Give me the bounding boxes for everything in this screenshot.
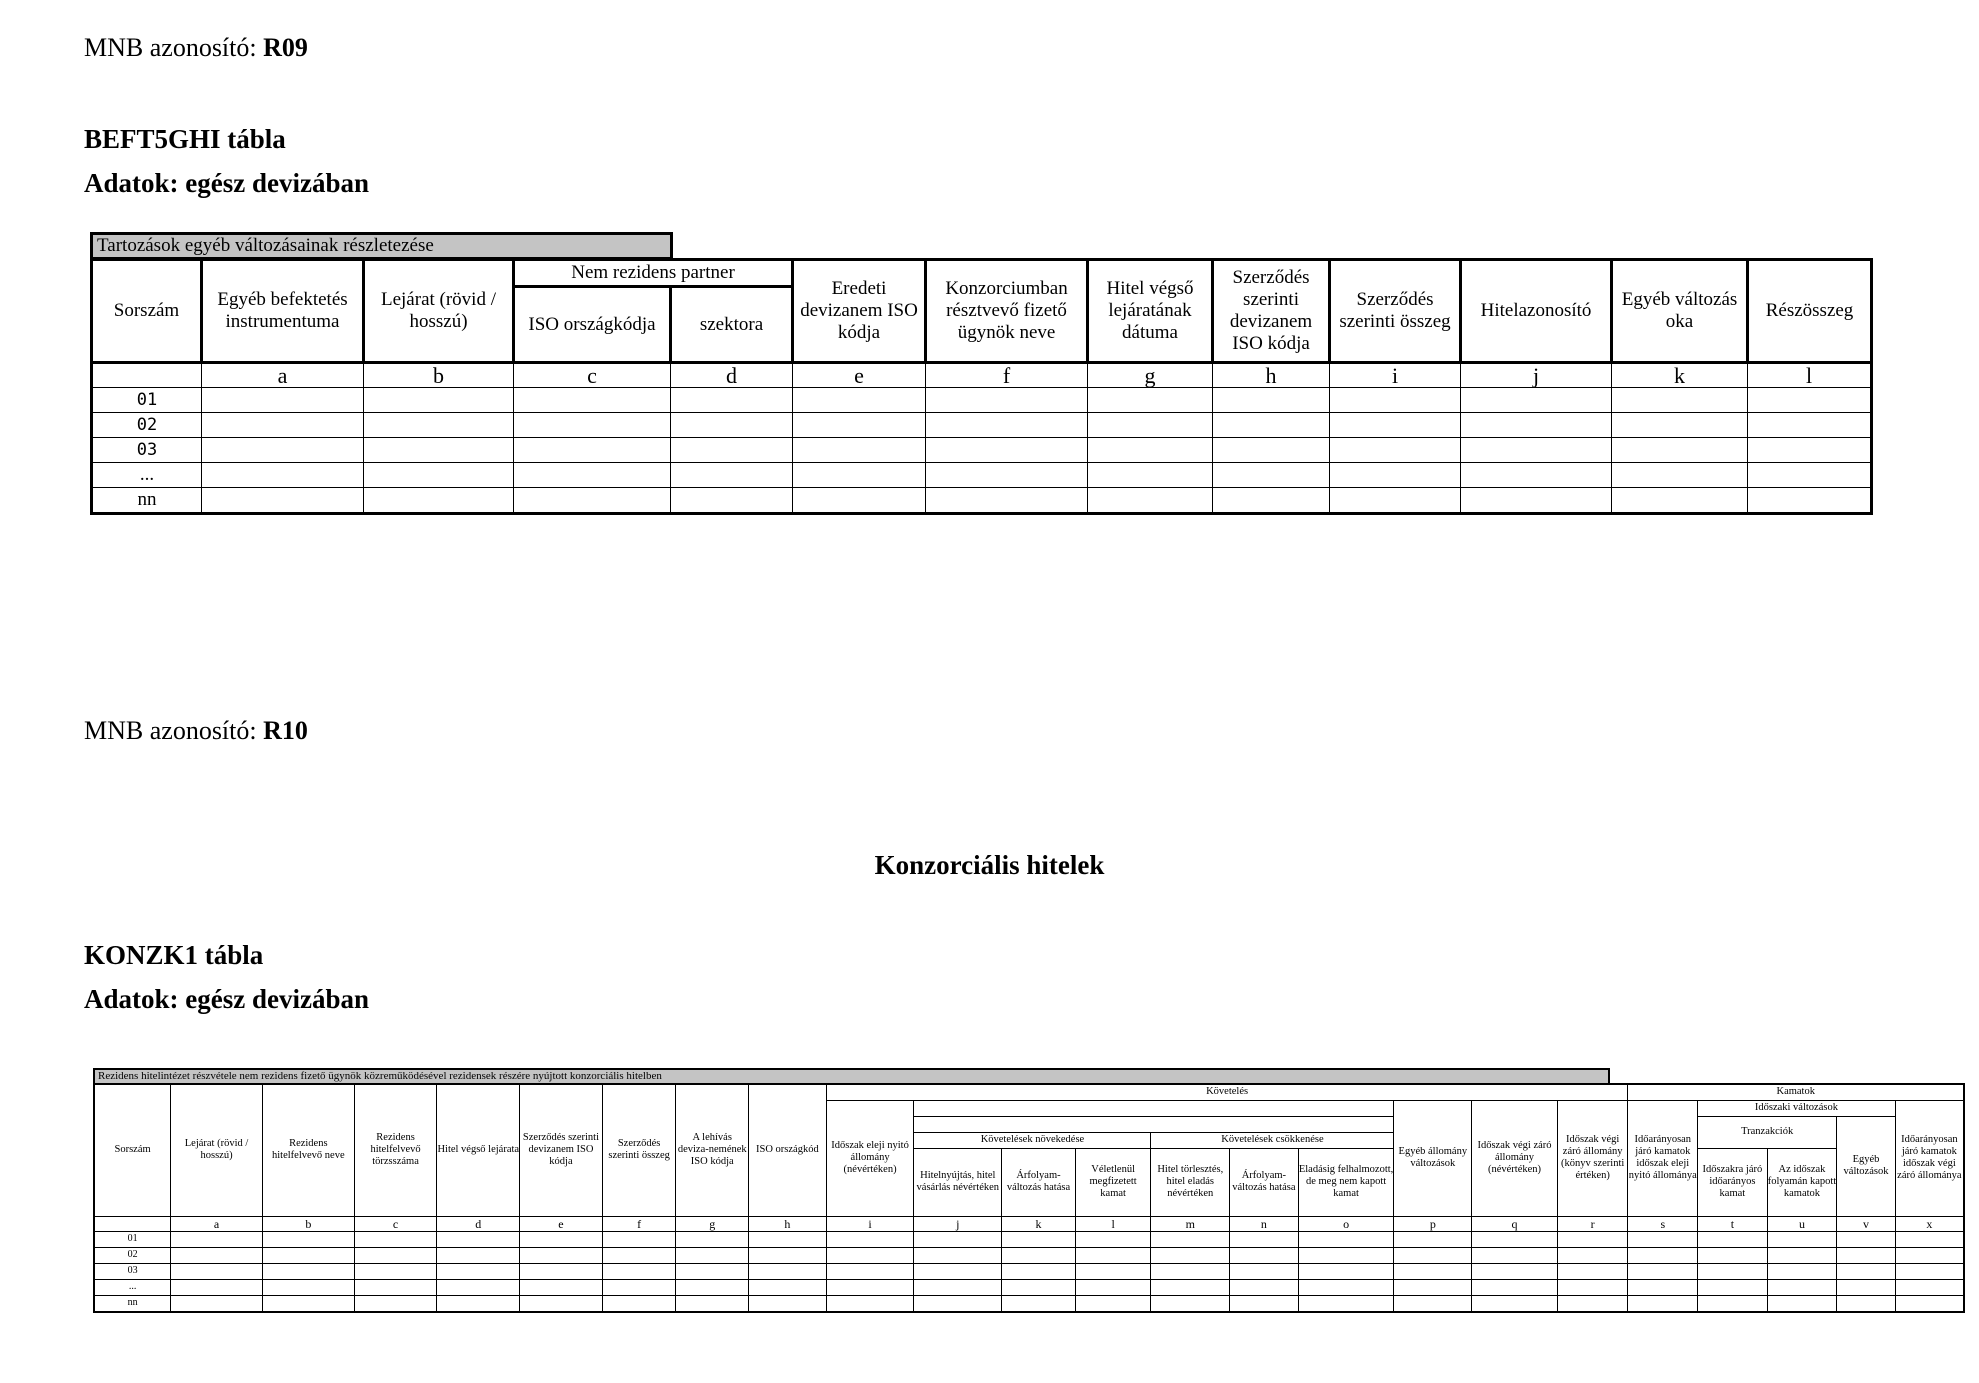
table-cell[interactable]: [1002, 1231, 1076, 1247]
table-cell[interactable]: [364, 388, 514, 413]
table-cell[interactable]: [749, 1279, 827, 1295]
row-number: 02: [94, 1247, 171, 1263]
table-cell[interactable]: [1230, 1231, 1299, 1247]
table-cell[interactable]: [202, 488, 364, 514]
table-cell[interactable]: [1837, 1231, 1895, 1247]
table-cell[interactable]: [1472, 1231, 1558, 1247]
table-cell[interactable]: [1748, 388, 1872, 413]
row-number: 03: [92, 438, 202, 463]
column-letter: o: [1298, 1216, 1394, 1231]
table-cell[interactable]: [1612, 388, 1748, 413]
table-cell[interactable]: [1628, 1247, 1698, 1263]
col-header-lejarat: Lejárat (rövid / hosszú): [364, 260, 514, 363]
table-cell[interactable]: [676, 1231, 749, 1247]
table-cell[interactable]: [1557, 1263, 1628, 1279]
table-cell[interactable]: [202, 413, 364, 438]
mnb-label: MNB azonosító:: [84, 716, 257, 745]
mnb-id: R10: [263, 716, 308, 745]
table-cell[interactable]: [1330, 463, 1461, 488]
table-cell[interactable]: [926, 438, 1088, 463]
group-header-nem-rezidens-partner: Nem rezidens partner: [514, 260, 793, 287]
table-cell[interactable]: [926, 488, 1088, 514]
table-cell[interactable]: [354, 1279, 437, 1295]
table-cell[interactable]: [1298, 1247, 1394, 1263]
table-cell[interactable]: [520, 1263, 603, 1279]
table-cell[interactable]: [1557, 1247, 1628, 1263]
table-cell[interactable]: [1151, 1295, 1230, 1312]
table-row: [92, 488, 1872, 514]
table-cell[interactable]: [914, 1231, 1002, 1247]
column-letter: [92, 363, 202, 388]
col-header-megfizetett-kamat: Véletlenül megfizetett kamat: [1075, 1148, 1151, 1216]
table-cell[interactable]: [1394, 1295, 1472, 1312]
table-cell[interactable]: [262, 1263, 354, 1279]
column-letter: u: [1767, 1216, 1837, 1231]
table-cell[interactable]: [364, 463, 514, 488]
table-cell[interactable]: [1330, 413, 1461, 438]
column-letter: r: [1557, 1216, 1628, 1231]
column-letter: h: [749, 1216, 827, 1231]
table-cell[interactable]: [1837, 1263, 1895, 1279]
column-letter: b: [364, 363, 514, 388]
col-header-zaro-allomany-konyv: Időszak végi záró állomány (könyv szerinti értéken): [1557, 1100, 1628, 1216]
table-cell[interactable]: [602, 1295, 676, 1312]
column-letter: i: [826, 1216, 914, 1231]
col-header-zaro-allomany-nevertek: Időszak végi záró állomány (névértéken): [1472, 1100, 1558, 1216]
table-cell[interactable]: [1698, 1247, 1768, 1263]
table-cell[interactable]: [1230, 1295, 1299, 1312]
column-letter: e: [793, 363, 926, 388]
table-cell[interactable]: [671, 438, 793, 463]
group-header-kovetelés: Követelés: [826, 1084, 1628, 1100]
table-cell[interactable]: [1698, 1231, 1768, 1247]
table-cell[interactable]: [514, 413, 671, 438]
table-cell[interactable]: [1088, 463, 1213, 488]
row-number: nn: [92, 488, 202, 514]
table-cell[interactable]: [1213, 463, 1330, 488]
table-cell[interactable]: [1612, 488, 1748, 514]
row-number: nn: [94, 1295, 171, 1312]
table-cell[interactable]: [1612, 463, 1748, 488]
table-cell[interactable]: [514, 388, 671, 413]
mnb-label: MNB azonosító:: [84, 33, 257, 62]
mnb-identifier-r09: [84, 33, 308, 63]
column-letter: h: [1213, 363, 1330, 388]
table-cell[interactable]: [602, 1247, 676, 1263]
table-row: [94, 1279, 1964, 1295]
table-row: [92, 388, 1872, 413]
col-header-felhalmozott-kamat: Eladásig felhalmozott, de meg nem kapott kamat: [1298, 1148, 1394, 1216]
col-header-sorszam: Sorszám: [92, 260, 202, 363]
col-header-konzorcium-ugynok: Konzorciumban résztvevő fizető ügynök neve: [926, 260, 1088, 363]
table-row: [94, 1263, 1964, 1279]
table-cell[interactable]: [437, 1247, 520, 1263]
col-header-egyeb-allomany-valtozasok: Egyéb állomány változások: [1394, 1100, 1472, 1216]
table-cell[interactable]: [1698, 1295, 1768, 1312]
table-cell[interactable]: [1002, 1247, 1076, 1263]
table-cell[interactable]: [1075, 1247, 1151, 1263]
table-cell[interactable]: [514, 463, 671, 488]
table-cell[interactable]: [1472, 1247, 1558, 1263]
column-letter: f: [926, 363, 1088, 388]
col-header-idoszakra-jaro-kamat: Időszakra járó időarányos kamat: [1698, 1148, 1768, 1216]
col-header-hitel-lejarat: Hitel végső lejáratának dátuma: [1088, 260, 1213, 363]
table-cell[interactable]: [1698, 1279, 1768, 1295]
table-cell[interactable]: [171, 1279, 263, 1295]
table-cell[interactable]: [671, 488, 793, 514]
table-cell[interactable]: [1748, 438, 1872, 463]
col-header-arfolyam-csokkenes: Árfolyam-változás hatása: [1230, 1148, 1299, 1216]
table-cell[interactable]: [1557, 1295, 1628, 1312]
column-letter: c: [514, 363, 671, 388]
table-cell[interactable]: [671, 388, 793, 413]
table-cell[interactable]: [1298, 1231, 1394, 1247]
table-cell[interactable]: [602, 1231, 676, 1247]
table-cell[interactable]: [793, 488, 926, 514]
table-cell[interactable]: [1002, 1263, 1076, 1279]
table-cell[interactable]: [437, 1279, 520, 1295]
header-spacer: [914, 1100, 1394, 1116]
table-cell[interactable]: [1767, 1231, 1837, 1247]
table-cell[interactable]: [926, 413, 1088, 438]
column-letter: g: [676, 1216, 749, 1231]
table-cell[interactable]: [1298, 1263, 1394, 1279]
table-cell[interactable]: [1472, 1263, 1558, 1279]
col-header-kamat-nyito-allomany: Időarányosan járó kamatok időszak eleji nyitó állománya: [1628, 1100, 1698, 1216]
table-cell[interactable]: [520, 1279, 603, 1295]
table-cell[interactable]: [1394, 1279, 1472, 1295]
table-cell[interactable]: [1461, 438, 1612, 463]
table-cell[interactable]: [1394, 1247, 1472, 1263]
table-cell[interactable]: [1837, 1295, 1895, 1312]
table-cell[interactable]: [1895, 1247, 1964, 1263]
row-number: 03: [94, 1263, 171, 1279]
table-cell[interactable]: [1394, 1231, 1472, 1247]
group-header-novekedes: Követelések növekedése: [914, 1132, 1151, 1148]
konzk1-table: [93, 1083, 1965, 1313]
group-header-tranzakciok: Tranzakciók: [1698, 1116, 1837, 1148]
table-caption: Tartozások egyéb változásainak részletezése: [90, 232, 673, 260]
table-cell[interactable]: [202, 438, 364, 463]
column-letter: d: [671, 363, 793, 388]
table-cell[interactable]: [1748, 413, 1872, 438]
header-spacer: [914, 1116, 1394, 1132]
column-letter: j: [1461, 363, 1612, 388]
row-number: 02: [92, 413, 202, 438]
table-cell[interactable]: [202, 463, 364, 488]
table-cell[interactable]: [1394, 1263, 1472, 1279]
column-letter: x: [1895, 1216, 1964, 1231]
table-cell[interactable]: [1767, 1263, 1837, 1279]
table-cell[interactable]: [1557, 1279, 1628, 1295]
col-header-sorszam: Sorszám: [94, 1084, 171, 1216]
col-header-torlesztes: Hitel törlesztés, hitel eladás névértéken: [1151, 1148, 1230, 1216]
table-cell[interactable]: [602, 1279, 676, 1295]
table-row: [94, 1231, 1964, 1247]
col-header-hitelnyujtas: Hitelnyújtás, hitel vásárlás névértéken: [914, 1148, 1002, 1216]
table-caption: Rezidens hitelintézet részvétele nem rezidens fizető ügynök közreműködésével rezidensek részére nyújtott konzorciális hitelben: [93, 1068, 1610, 1085]
table-cell[interactable]: [826, 1247, 914, 1263]
table-cell[interactable]: [1151, 1263, 1230, 1279]
table-title: BEFT5GHI tábla: [84, 124, 286, 154]
table-cell[interactable]: [926, 463, 1088, 488]
table-cell[interactable]: [262, 1247, 354, 1263]
col-header-hitel-lejarat: Hitel végső lejárata: [437, 1084, 520, 1216]
column-letter: p: [1394, 1216, 1472, 1231]
table-cell[interactable]: [171, 1247, 263, 1263]
table-cell[interactable]: [262, 1295, 354, 1312]
table-cell[interactable]: [602, 1263, 676, 1279]
table-cell[interactable]: [1628, 1231, 1698, 1247]
row-number: ...: [92, 463, 202, 488]
column-letter: [94, 1216, 171, 1231]
table-cell[interactable]: [1213, 388, 1330, 413]
col-header-egyeb-valtozas-oka: Egyéb változás oka: [1612, 260, 1748, 363]
table-cell[interactable]: [520, 1247, 603, 1263]
table-cell[interactable]: [364, 413, 514, 438]
col-header-rezidens-torzsszam: Rezidens hitelfelvevő törzsszáma: [354, 1084, 437, 1216]
col-header-rezidens-nev: Rezidens hitelfelvevő neve: [262, 1084, 354, 1216]
col-header-iso-orszagkod: ISO országkódja: [514, 287, 671, 363]
table-cell[interactable]: [914, 1247, 1002, 1263]
column-letter: v: [1837, 1216, 1895, 1231]
table-cell[interactable]: [202, 388, 364, 413]
col-header-egyeb-valtozasok: Egyéb változások: [1837, 1116, 1895, 1216]
table-cell[interactable]: [676, 1295, 749, 1312]
table-cell[interactable]: [1151, 1279, 1230, 1295]
table-cell[interactable]: [262, 1279, 354, 1295]
col-header-hitelazonosito: Hitelazonosító: [1461, 260, 1612, 363]
table-cell[interactable]: [1628, 1263, 1698, 1279]
table-cell[interactable]: [1151, 1247, 1230, 1263]
mnb-identifier-r10: [84, 716, 308, 746]
table-cell[interactable]: [514, 488, 671, 514]
table-cell[interactable]: [793, 388, 926, 413]
table-title: KONZK1 tábla: [84, 940, 264, 970]
col-header-szerzodes-osszeg: Szerződés szerinti összeg: [1330, 260, 1461, 363]
table-cell[interactable]: [793, 413, 926, 438]
table-row: [94, 1247, 1964, 1263]
table-cell[interactable]: [793, 438, 926, 463]
table-cell[interactable]: [749, 1231, 827, 1247]
table-row: [92, 463, 1872, 488]
table-cell[interactable]: [1612, 438, 1748, 463]
table-cell[interactable]: [1213, 438, 1330, 463]
column-letter: c: [354, 1216, 437, 1231]
table-cell[interactable]: [749, 1247, 827, 1263]
table-cell[interactable]: [514, 438, 671, 463]
column-letter: d: [437, 1216, 520, 1231]
column-letter: m: [1151, 1216, 1230, 1231]
table-cell[interactable]: [1472, 1279, 1558, 1295]
table-cell[interactable]: [1628, 1279, 1698, 1295]
column-letter: e: [520, 1216, 603, 1231]
col-header-lejarat: Lejárat (rövid / hosszú): [171, 1084, 263, 1216]
page-heading: Konzorciális hitelek: [874, 850, 1105, 880]
table-row: [94, 1295, 1964, 1312]
column-letter: l: [1075, 1216, 1151, 1231]
table-cell[interactable]: [1557, 1231, 1628, 1247]
table-cell[interactable]: [354, 1295, 437, 1312]
column-letter: q: [1472, 1216, 1558, 1231]
table-cell[interactable]: [1628, 1295, 1698, 1312]
row-number: 01: [92, 388, 202, 413]
table-cell[interactable]: [676, 1247, 749, 1263]
table-cell[interactable]: [1088, 388, 1213, 413]
table-cell[interactable]: [1002, 1279, 1076, 1295]
table-cell[interactable]: [354, 1231, 437, 1247]
table-cell[interactable]: [914, 1279, 1002, 1295]
col-header-szerzodes-osszeg: Szerződés szerinti összeg: [602, 1084, 676, 1216]
group-header-csokkenes: Követelések csökkenése: [1151, 1132, 1394, 1148]
table-cell[interactable]: [1612, 413, 1748, 438]
col-header-nyito-allomany: Időszak eleji nyitó állomány (névértéken): [826, 1100, 914, 1216]
data-unit-note: Adatok: egész devizában: [84, 984, 369, 1014]
col-header-reszosszeg: Részösszeg: [1748, 260, 1872, 363]
table-cell[interactable]: [520, 1295, 603, 1312]
column-letter: t: [1698, 1216, 1768, 1231]
table-cell[interactable]: [1330, 488, 1461, 514]
table-cell[interactable]: [1330, 438, 1461, 463]
table-cell[interactable]: [1075, 1231, 1151, 1247]
table-cell[interactable]: [437, 1231, 520, 1247]
col-header-szerzodes-devizanem: Szerződés szerinti devizanem ISO kódja: [1213, 260, 1330, 363]
table-cell[interactable]: [1298, 1295, 1394, 1312]
table-cell[interactable]: [364, 438, 514, 463]
table-cell[interactable]: [826, 1279, 914, 1295]
table-cell[interactable]: [1088, 488, 1213, 514]
table-cell[interactable]: [1837, 1279, 1895, 1295]
table-cell[interactable]: [1748, 463, 1872, 488]
table-cell[interactable]: [1230, 1263, 1299, 1279]
table-cell[interactable]: [1075, 1295, 1151, 1312]
table-cell[interactable]: [826, 1263, 914, 1279]
table-cell[interactable]: [1895, 1279, 1964, 1295]
table-cell[interactable]: [1330, 388, 1461, 413]
row-number: ...: [94, 1279, 171, 1295]
table-cell[interactable]: [1461, 388, 1612, 413]
column-letter: k: [1612, 363, 1748, 388]
table-cell[interactable]: [1461, 463, 1612, 488]
table-cell[interactable]: [914, 1295, 1002, 1312]
col-header-iso-orszagkod: ISO országkód: [749, 1084, 827, 1216]
table-row: [92, 438, 1872, 463]
data-unit-note: Adatok: egész devizában: [84, 168, 369, 198]
table-cell[interactable]: [1213, 413, 1330, 438]
column-letter: n: [1230, 1216, 1299, 1231]
column-letter: a: [171, 1216, 263, 1231]
table-cell[interactable]: [1767, 1279, 1837, 1295]
table-cell[interactable]: [749, 1295, 827, 1312]
table-cell[interactable]: [676, 1263, 749, 1279]
column-letter: b: [262, 1216, 354, 1231]
table-cell[interactable]: [676, 1279, 749, 1295]
column-letter: i: [1330, 363, 1461, 388]
table-cell[interactable]: [1837, 1247, 1895, 1263]
table-cell[interactable]: [1002, 1295, 1076, 1312]
column-letter: g: [1088, 363, 1213, 388]
table-cell[interactable]: [364, 488, 514, 514]
table-cell[interactable]: [1088, 413, 1213, 438]
col-header-lehivas-devizanem: A lehívás deviza-nemének ISO kódja: [676, 1084, 749, 1216]
table-cell[interactable]: [171, 1295, 263, 1312]
mnb-id: R09: [263, 33, 308, 62]
table-cell[interactable]: [826, 1295, 914, 1312]
column-letter-row: [92, 363, 1872, 388]
table-cell[interactable]: [1230, 1279, 1299, 1295]
group-header-kamatok: Kamatok: [1628, 1084, 1964, 1100]
table-cell[interactable]: [926, 388, 1088, 413]
table-cell[interactable]: [1151, 1231, 1230, 1247]
table-cell[interactable]: [1895, 1295, 1964, 1312]
table-cell[interactable]: [262, 1231, 354, 1247]
table-cell[interactable]: [1895, 1231, 1964, 1247]
table-cell[interactable]: [671, 413, 793, 438]
table-cell[interactable]: [1075, 1279, 1151, 1295]
table-cell[interactable]: [826, 1231, 914, 1247]
table-cell[interactable]: [1698, 1263, 1768, 1279]
table-cell[interactable]: [437, 1263, 520, 1279]
table-cell[interactable]: [1895, 1263, 1964, 1279]
table-cell[interactable]: [671, 463, 793, 488]
table-cell[interactable]: [749, 1263, 827, 1279]
col-header-szektor: szektora: [671, 287, 793, 363]
table-cell[interactable]: [1748, 488, 1872, 514]
column-letter: k: [1002, 1216, 1076, 1231]
table-cell[interactable]: [1472, 1295, 1558, 1312]
table-cell[interactable]: [1767, 1247, 1837, 1263]
column-letter-row: [94, 1216, 1964, 1231]
column-letter: a: [202, 363, 364, 388]
row-number: 01: [94, 1231, 171, 1247]
column-letter: l: [1748, 363, 1872, 388]
table-cell[interactable]: [1075, 1263, 1151, 1279]
column-letter: j: [914, 1216, 1002, 1231]
table-cell[interactable]: [1767, 1295, 1837, 1312]
col-header-kamat-zaro-allomany: Időarányosan járó kamatok időszak végi záró állománya: [1895, 1100, 1964, 1216]
table-cell[interactable]: [1461, 413, 1612, 438]
table-cell[interactable]: [1213, 488, 1330, 514]
col-header-instrument: Egyéb befektetés instrumentuma: [202, 260, 364, 363]
col-header-kapott-kamatok: Az időszak folyamán kapott kamatok: [1767, 1148, 1837, 1216]
column-letter: s: [1628, 1216, 1698, 1231]
table-row: [92, 413, 1872, 438]
table-cell[interactable]: [354, 1247, 437, 1263]
table-cell[interactable]: [171, 1263, 263, 1279]
table-cell[interactable]: [914, 1263, 1002, 1279]
table-cell[interactable]: [1461, 488, 1612, 514]
table-cell[interactable]: [1088, 438, 1213, 463]
table-cell[interactable]: [354, 1263, 437, 1279]
col-header-eredeti-devizanem: Eredeti devizanem ISO kódja: [793, 260, 926, 363]
column-letter: f: [602, 1216, 676, 1231]
group-header-idoszaki-valtozasok: Időszaki változások: [1698, 1100, 1896, 1116]
col-header-arfolyam-novekedes: Árfolyam-változás hatása: [1002, 1148, 1076, 1216]
table-cell[interactable]: [520, 1231, 603, 1247]
table-cell[interactable]: [793, 463, 926, 488]
table-cell[interactable]: [1230, 1247, 1299, 1263]
table-cell[interactable]: [171, 1231, 263, 1247]
col-header-szerzodes-devizanem: Szerződés szerinti devizanem ISO kódja: [520, 1084, 603, 1216]
beft5ghi-table: [90, 258, 1873, 515]
table-cell[interactable]: [437, 1295, 520, 1312]
table-cell[interactable]: [1298, 1279, 1394, 1295]
